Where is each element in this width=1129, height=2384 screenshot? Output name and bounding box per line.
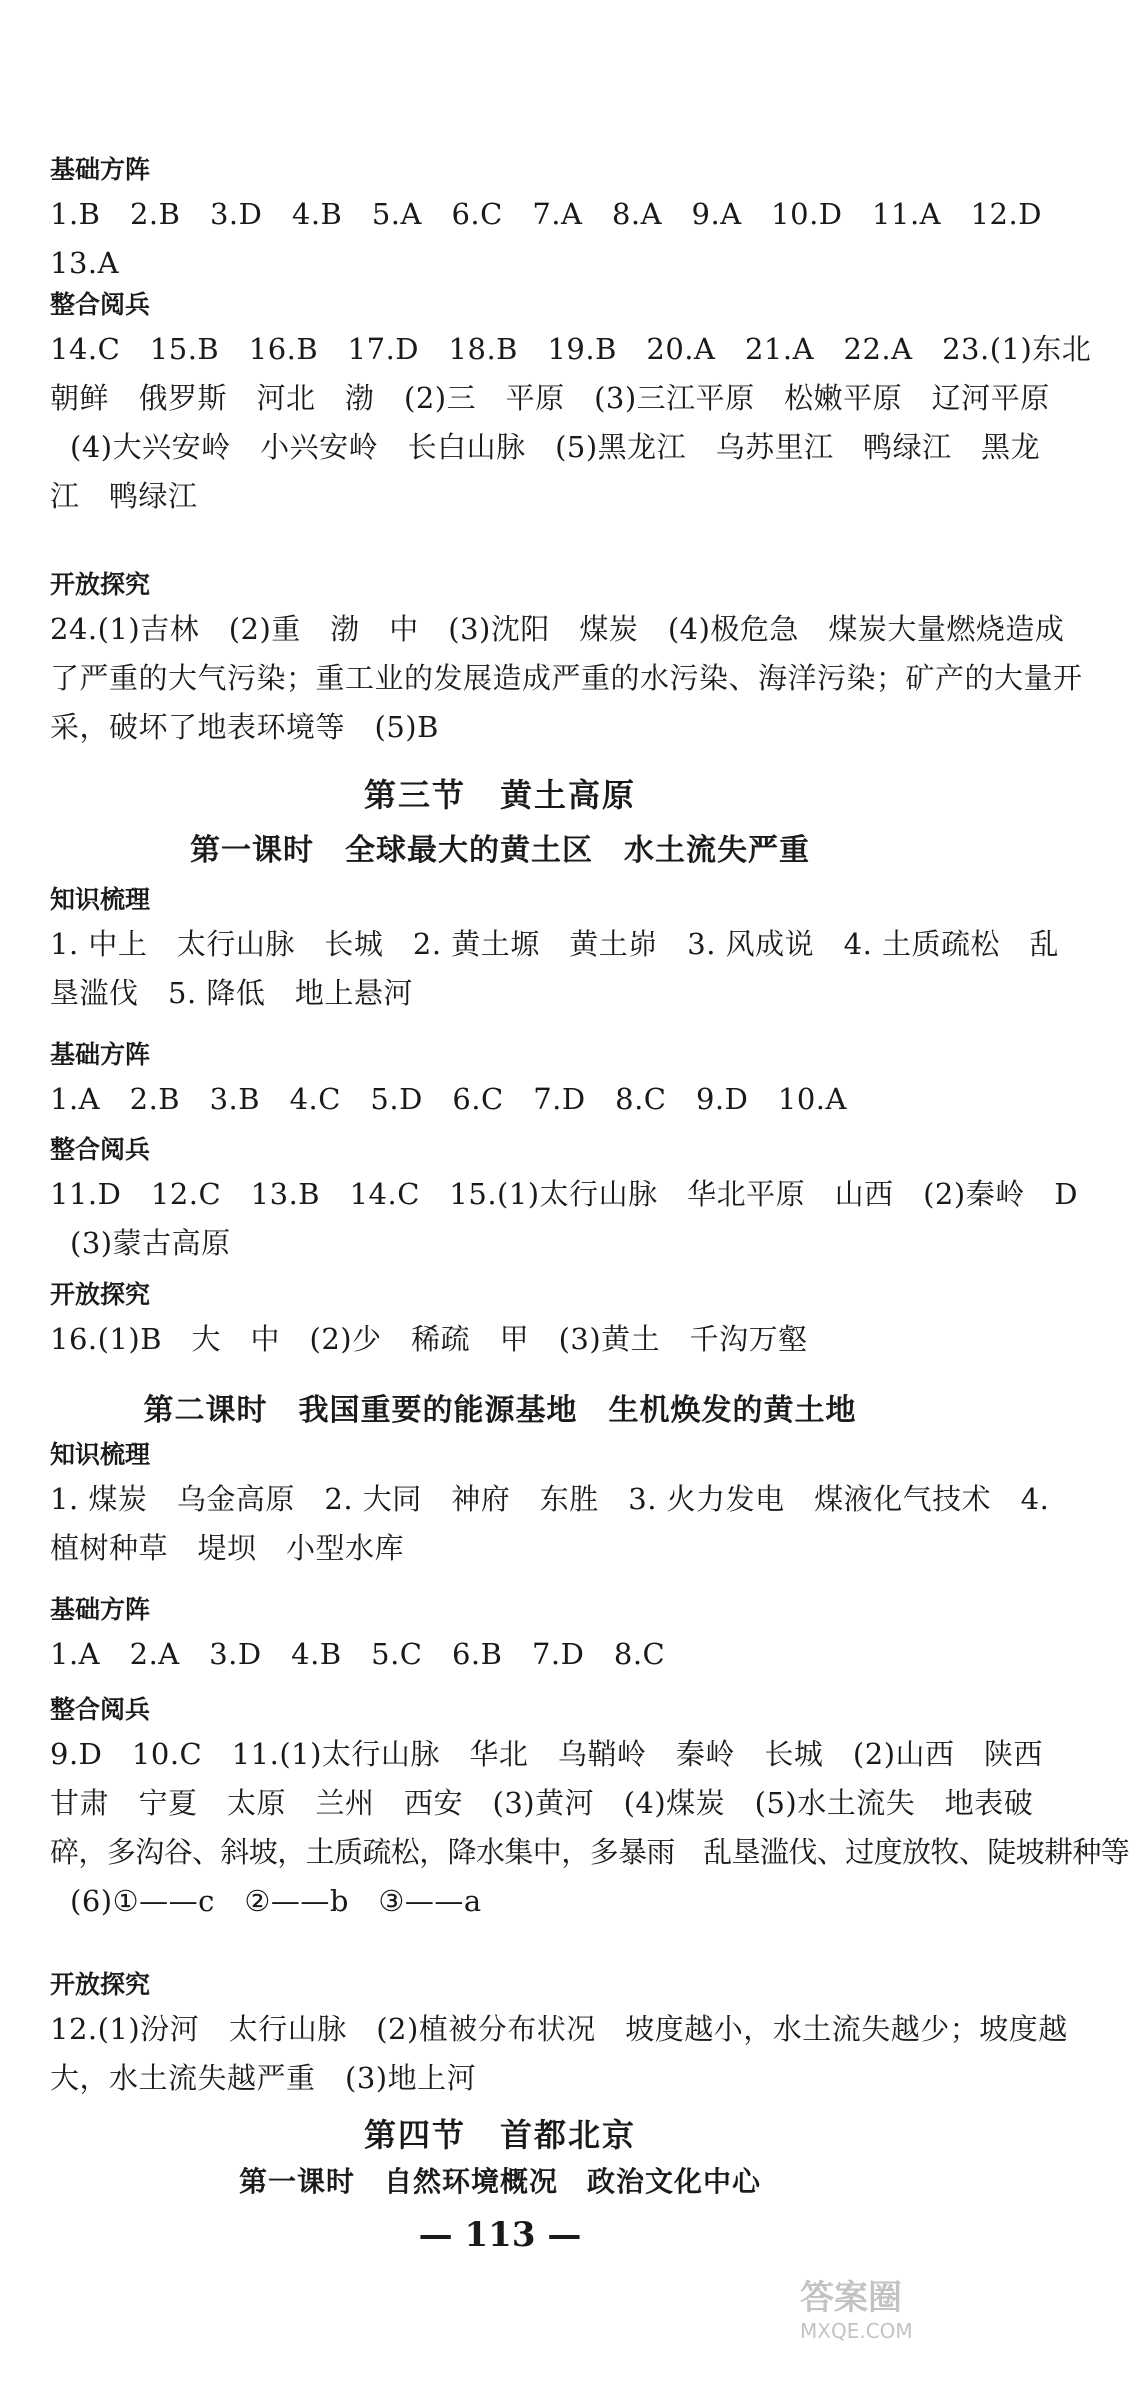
group-label: 知识梳理 <box>50 885 151 914</box>
answer-line: (4)大兴安岭 小兴安岭 长白山脉 (5)黑龙江 乌苏里江 鸭绿江 黑龙 <box>70 430 1041 464</box>
group-label: 基础方阵 <box>50 1040 151 1069</box>
group-knowledge-3 <box>50 1435 1050 1573</box>
answer-line: 植树种草 堤坝 小型水库 <box>50 1531 405 1565</box>
answer-line: 朝鲜 俄罗斯 河北 渤 (2)三 平原 (3)三江平原 松嫩平原 辽河平原 <box>50 381 1050 415</box>
group-label: 整合阅兵 <box>50 1695 151 1724</box>
group-label: 整合阅兵 <box>50 290 151 319</box>
group-label: 基础方阵 <box>50 155 151 184</box>
answer-line: 碎，多沟谷、斜坡，土质疏松，降水集中，多暴雨 乱垦滥伐、过度放牧、陡坡耕种等 <box>50 1835 1129 1869</box>
group-basic-1 <box>50 150 1042 288</box>
group-label: 开放探究 <box>50 1970 151 1999</box>
section-title: 第三节 黄土高原 <box>363 776 636 814</box>
answer-line: 16.(1)B 大 中 (2)少 稀疏 甲 (3)黄土 千沟万壑 <box>50 1322 808 1356</box>
watermark-url: MXQE.COM <box>800 2319 913 2343</box>
answer-line: (3)蒙古高原 <box>70 1226 231 1260</box>
lesson-title: 第二课时 我国重要的能源基地 生机焕发的黄土地 <box>143 1393 857 1428</box>
group-explore-1 <box>50 565 1083 752</box>
group-review-1 <box>50 285 1092 521</box>
group-label: 开放探究 <box>50 570 151 599</box>
group-knowledge-2 <box>50 880 1060 1018</box>
group-basic-2 <box>50 1035 960 1124</box>
group-review-3 <box>50 1690 1129 1926</box>
answer-line: 14.C 15.B 16.B 17.D 18.B 19.B 20.A 21.A 22.A 23.(1)东北 <box>50 332 1092 366</box>
lesson-title: 第一课时 全球最大的黄土区 水土流失严重 <box>190 833 810 868</box>
group-review-2 <box>50 1130 1078 1268</box>
answer-line: 1.B 2.B 3.D 4.B 5.A 6.C 7.A 8.A 9.A 10.D 11.A 12.D <box>50 197 1042 231</box>
answer-line: 24.(1)吉林 (2)重 渤 中 (3)沈阳 煤炭 (4)极危急 煤炭大量燃烧造成 <box>50 612 1065 646</box>
answer-line: 13.A <box>50 246 120 280</box>
page-number: — 113 — <box>418 2215 582 2255</box>
watermark-logo-text: 答案圈 <box>800 2278 902 2318</box>
group-label: 基础方阵 <box>50 1595 151 1624</box>
answer-line: 大，水土流失越严重 (3)地上河 <box>50 2061 477 2095</box>
group-label: 整合阅兵 <box>50 1135 151 1164</box>
answer-line: 采，破坏了地表环境等 (5)B <box>50 710 439 744</box>
group-explore-2 <box>50 1275 960 1364</box>
answer-line: 1. 中上 太行山脉 长城 2. 黄土塬 黄土峁 3. 风成说 4. 土质疏松 乱 <box>50 927 1060 961</box>
answer-line: 11.D 12.C 13.B 14.C 15.(1)太行山脉 华北平原 山西 (2)秦岭 D <box>50 1177 1078 1211</box>
answer-line: 1. 煤炭 乌金高原 2. 大同 神府 东胜 3. 火力发电 煤液化气技术 4. <box>50 1482 1050 1516</box>
answer-line: 1.A 2.B 3.B 4.C 5.D 6.C 7.D 8.C 9.D 10.A <box>50 1082 847 1116</box>
answer-line: 了严重的大气污染；重工业的发展造成严重的水污染、海洋污染；矿产的大量开 <box>50 661 1083 695</box>
answer-line: 12.(1)汾河 太行山脉 (2)植被分布状况 坡度越小，水土流失越少；坡度越 <box>50 2012 1068 2046</box>
answer-line: 9.D 10.C 11.(1)太行山脉 华北 乌鞘岭 秦岭 长城 (2)山西 陕西 <box>50 1737 1044 1771</box>
answer-line: 江 鸭绿江 <box>50 479 198 513</box>
group-label: 知识梳理 <box>50 1440 151 1469</box>
group-basic-3 <box>50 1590 960 1679</box>
lesson-title: 第一课时 自然环境概况 政治文化中心 <box>238 2165 761 2198</box>
answer-line: 垦滥伐 5. 降低 地上悬河 <box>50 976 413 1010</box>
watermark <box>800 2270 990 2370</box>
group-label: 开放探究 <box>50 1280 151 1309</box>
group-explore-3 <box>50 1965 1068 2103</box>
section-title: 第四节 首都北京 <box>363 2116 636 2154</box>
answer-line: 甘肃 宁夏 太原 兰州 西安 (3)黄河 (4)煤炭 (5)水土流失 地表破 <box>50 1786 1034 1820</box>
answer-line: (6)①——c ②——b ③——a <box>70 1884 482 1918</box>
answer-line: 1.A 2.A 3.D 4.B 5.C 6.B 7.D 8.C <box>50 1637 666 1671</box>
